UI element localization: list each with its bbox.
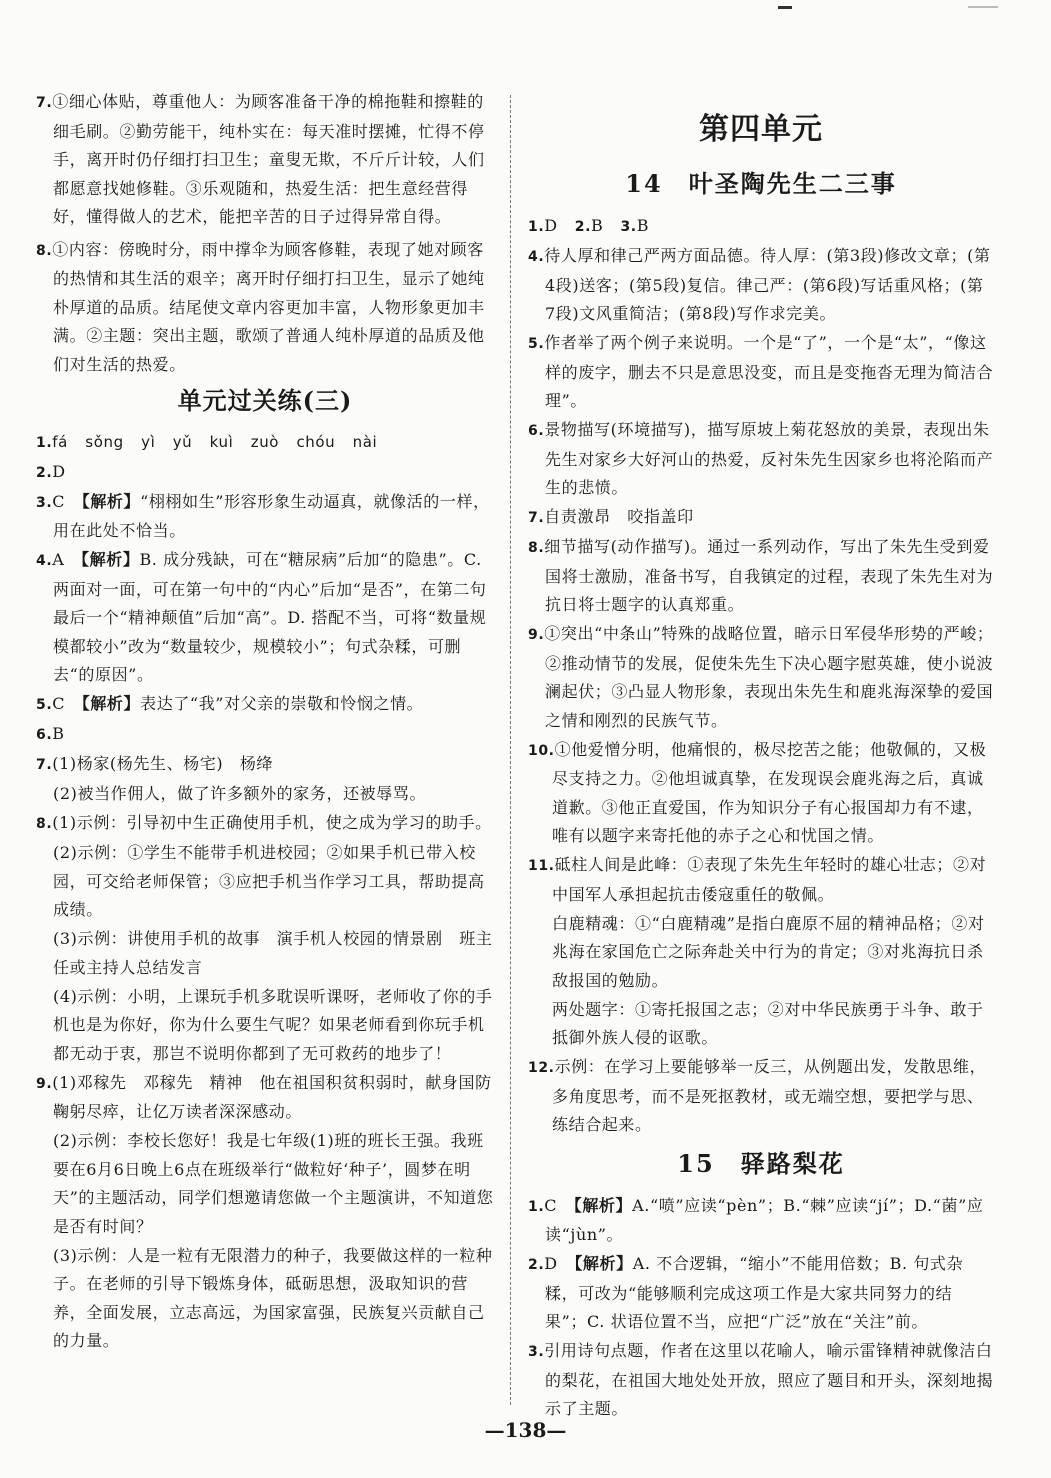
answer-6: 6.B xyxy=(36,724,65,743)
answer-9: 9.(1)邓稼先 邓稼先 精神 他在祖国积贫积弱时，献身国防鞠躬尽瘁，让亿万读者深深感动。 xyxy=(36,1072,492,1121)
answer-8: 8.(1)示例：引导初中生正确使用手机，使之成为学习的助手。 xyxy=(36,813,492,832)
lesson14-answer-8: 8.细节描写(动作描写)。通过一系列动作，写出了朱先生受到爱国将士激励，准备书写，自我镇定的过程，表现了朱先生对为抗日将士题字的认真郑重。 xyxy=(528,537,994,614)
answer-7-part2: (2)被当作佣人，做了许多额外的家务，还被辱骂。 xyxy=(53,784,427,803)
left-answer-7: 7.①细心体贴，尊重他人：为顾客准备干净的棉拖鞋和擦鞋的细毛刷。②勤劳能干，纯朴实在：每天准时摆摊，忙得不停手，离开时仍仔细打扫卫生；童叟无欺，不斤斤计较，人们都愿意找她修鞋。③乐观随和，热爱生活：把生意经营得好，懂得做人的艺术，能把辛苦的日子过得异常自得。 xyxy=(36,92,485,226)
unit-title: 第四单元 xyxy=(699,112,823,147)
answer-9-part2: (2)示例：李校长您好！我是七年级(1)班的班长王强。我班要在6月6日晚上6点在班级举行“做粒好‘种子’，圆梦在明天”的主题活动，同学们想邀请您做一个主题演讲，不知道您是否有时间？ xyxy=(53,1131,494,1236)
lesson-15-title: 15 驿路梨花 xyxy=(677,1148,845,1178)
answer-7: 7.(1)杨家(杨先生、杨宅) 杨绛 xyxy=(36,754,274,773)
left-answer-8: 8.①内容：傍晚时分，雨中撑伞为顾客修鞋，表现了她对顾客的热情和其生活的艰辛；离开时仔细打扫卫生，显示了她纯朴厚道的品质。结尾使文章内容更加丰富，人物形象更加丰满。②主题：突出主题，歌颂了普通人纯朴厚道的品质及他们对生活的热爱。 xyxy=(36,239,485,374)
answer-3: 3.C 【解析】“栩栩如生”形容形象生动逼真，就像活的一样，用在此处不恰当。 xyxy=(36,491,490,540)
answer-4: 4.A 【解析】B. 成分残缺，可在“糖尿病”后加“的隐患”。C. 两面对一面，可在第一句中的“内心”后加“是否”，在第二句最后一个“精神颠值”后加“高”。D. 搭配不当，可将“数量规模都较小”改为“数量较少，规模较小”；句式杂糅，可删去“的原因”。 xyxy=(36,550,487,684)
answer-1: 1.fá sǒng yì yǔ kuì zuò chóu nài xyxy=(36,432,378,451)
lesson14-answer-9: 9.①突出“中条山”特殊的战略位置，暗示日军侵华形势的严峻；②推动情节的发展，促使朱先生下决心题字慰英雄，使小说波澜起伏；③凸显人物形象，表现出朱先生和鹿兆海深挚的爱国之情和刚烈的民族气节。 xyxy=(528,624,994,730)
answer-8-part4: (4)示例：小明，上课玩手机多耽误听课呀，老师收了你的手机也是为你好，你为什么要生气呢？如果老师看到你玩手机都无动于衷，那岂不说明你都到了无可救药的地步了！ xyxy=(53,986,493,1063)
left-column xyxy=(36,88,494,1356)
column-divider xyxy=(510,95,511,1405)
answer-5: 5.C 【解析】表达了“我”对父亲的崇敬和怜悯之情。 xyxy=(36,694,424,713)
section-title: 单元过关练(三) xyxy=(177,386,353,415)
answer-9-part3: (3)示例：人是一粒有无限潜力的种子，我要做这样的一粒种子。在老师的引导下锻炼身体，砥砺思想，汲取知识的营养，全面发展，立志高远，为国家富强，民族复兴贡献自己的力量。 xyxy=(53,1245,493,1350)
header-mark-light xyxy=(968,6,998,8)
lesson14-answer-5: 5.作者举了两个例子来说明。一个是“了”，一个是“太”，“像这样的废字，删去不只是意思没变，而且是变拖沓无理为简洁合理”。 xyxy=(528,333,994,410)
answer-8-part2: (2)示例：①学生不能带手机进校园；②如果手机已带入校园，可交给老师保管；③应把手机当作学习工具，帮助提高成绩。 xyxy=(53,843,485,919)
lesson14-answer-7: 7.自责激昂 咬指盖印 xyxy=(528,507,694,526)
lesson14-answer-11-part2: 白鹿精魂：①“白鹿精魂”是指白鹿原不屈的精神品格；②对兆海在家国危亡之际奔赴关中行为的肯定；③对兆海抗日杀敌报国的勉励。 xyxy=(552,913,985,990)
lesson14-answer-11: 11.砥柱人间是此峰：①表现了朱先生年轻时的雄心壮志；②对中国军人承担起抗击倭寇重任的敬佩。 xyxy=(528,855,987,904)
answer-8-part3: (3)示例：讲使用手机的故事 演手机人校园的情景剧 班主任或主持人总结发言 xyxy=(53,929,493,977)
answer-2: 2.D xyxy=(36,461,66,481)
lesson14-answer-4: 4.待人厚和律己严两方面品德。待人厚：(第3段)修改文章；(第4段)送客；(第5段)复信。律己严：(第6段)写话重风格；(第7段)文风重简洁；(第8段)写作求完美。 xyxy=(528,246,991,323)
lesson14-answer-12: 12.示例：在学习上要能够举一反三，从例题出发，发散思维，多角度思考，而不是死抠教材，或无端空想，要把学与思、练结合起来。 xyxy=(528,1057,987,1134)
lesson14-answer-11-part3: 两处题字：①寄托报国之志；②对中华民族勇于斗争、敢于抵御外族人侵的讴歌。 xyxy=(552,999,984,1047)
lesson15-answer-1: 1.C 【解析】A.“喷”应读“pèn”；B.“棘”应读“jí”；D.“菌”应读“jùn”。 xyxy=(528,1195,984,1244)
lesson14-answers-1-3: 1.D 2.B 3.B xyxy=(528,216,650,235)
lesson-14-title: 14 叶圣陶先生二三事 xyxy=(625,169,897,198)
lesson14-answer-10: 10.①他爱憎分明，他痛恨的，极尽挖苦之能；他敬佩的，又极尽支持之力。②他坦诚真挚，在发现误会鹿兆海之后，真诚道歉。③他正直爱国，作为知识分子有心报国却力有不逮，唯有以题字来寄托他的赤子之心和忧国之情。 xyxy=(528,739,987,845)
lesson15-answer-2: 2.D 【解析】A. 不合逻辑，“缩小”不能用倍数；B. 句式杂糅，可改为“能够顺利完成这项工作是大家共同努力的结果”；C. 状语位置不当，应把“广泛”放在“关注”前。 xyxy=(528,1254,964,1331)
lesson15-answer-3: 3.引用诗句点题，作者在这里以花喻人，喻示雷锋精神就像洁白的梨花，在祖国大地处处开放，照应了题目和开头，深刻地揭示了主题。 xyxy=(528,1341,994,1418)
right-column xyxy=(528,100,994,1424)
header-mark xyxy=(778,6,792,9)
page-number: —138— xyxy=(484,1418,567,1442)
lesson14-answer-6: 6.景物描写(环境描写)，描写原坡上菊花怒放的美景，表现出朱先生对家乡大好河山的热爱，反衬朱先生因家乡也将沦陷而产生的悲愤。 xyxy=(528,420,994,497)
